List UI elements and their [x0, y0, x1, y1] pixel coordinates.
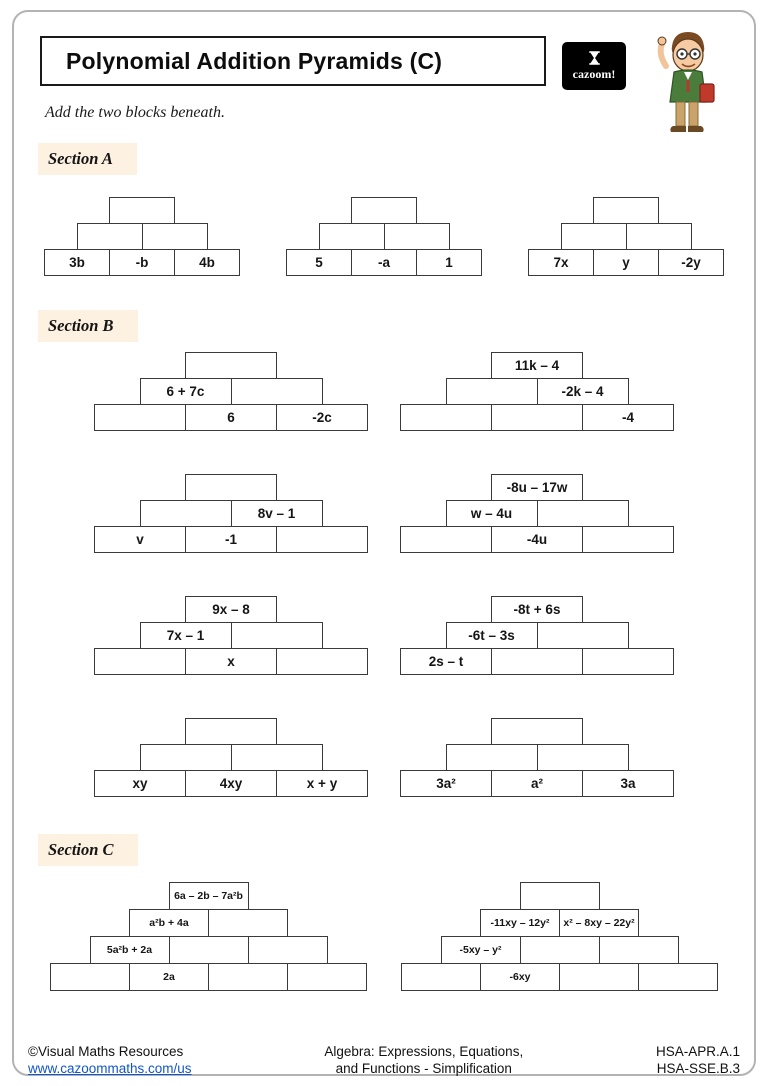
pyramid-cell-empty — [491, 718, 583, 745]
standard-code-2: HSA-SSE.B.3 — [656, 1060, 740, 1076]
pyramid-cell-empty — [561, 223, 627, 250]
pyramid-cell: -6t – 3s — [446, 622, 538, 649]
pyramid-row — [528, 197, 724, 224]
pyramid-cell-empty — [599, 936, 679, 964]
pyramid-cell: 9x – 8 — [185, 596, 277, 623]
pyramid-cell-empty — [537, 500, 629, 527]
footer-topic-line2: and Functions - Simplification — [335, 1060, 512, 1076]
pyramid-cell-empty — [77, 223, 143, 250]
pyramid-cell: 3b — [44, 249, 110, 276]
pyramid-cell-empty — [208, 963, 288, 991]
pyramid-cell: 3a² — [400, 770, 492, 797]
pyramid-row — [399, 596, 675, 623]
pyramid-row — [50, 882, 367, 910]
pyramid-row — [93, 352, 369, 379]
pyramid-cell-empty — [231, 744, 323, 771]
pyramid-cell: x² – 8xy – 22y² — [559, 909, 639, 937]
pyramid-row — [528, 223, 724, 250]
pyramid-cell: 2a — [129, 963, 209, 991]
pyramid-row — [399, 770, 675, 797]
pyramid-cell-empty — [94, 648, 186, 675]
pyramid-row — [399, 352, 675, 379]
pyramid-row — [93, 378, 369, 405]
pyramid-cell: 4b — [174, 249, 240, 276]
footer-topic — [324, 1044, 523, 1078]
pyramid-cell: y — [593, 249, 659, 276]
teacher-cartoon-illustration — [648, 28, 724, 138]
pyramid-cell-empty — [140, 744, 232, 771]
pyramid-cell: -8u – 17w — [491, 474, 583, 501]
pyramid-cell: -4 — [582, 404, 674, 431]
pyramid-row — [93, 526, 369, 553]
pyramid-cell: 5a²b + 2a — [90, 936, 170, 964]
pyramid-cell: -8t + 6s — [491, 596, 583, 623]
pyramid-cell: -b — [109, 249, 175, 276]
pyramid-cell-empty — [276, 648, 368, 675]
worksheet-title-box — [40, 36, 546, 86]
pyramid-row — [399, 622, 675, 649]
cazoom-website-link[interactable]: www.cazoommaths.com/us — [28, 1060, 192, 1076]
pyramid-cell-empty — [559, 963, 639, 991]
pyramid-row — [93, 770, 369, 797]
pyramid-cell-empty — [400, 526, 492, 553]
pyramid-cell: 2s – t — [400, 648, 492, 675]
pyramid — [93, 474, 369, 553]
pyramid-cell-empty — [491, 648, 583, 675]
pyramid-cell: 7x — [528, 249, 594, 276]
pyramid-cell: a²b + 4a — [129, 909, 209, 937]
pyramid-row — [399, 718, 675, 745]
standard-code-1: HSA-APR.A.1 — [655, 1044, 740, 1059]
pyramid — [401, 882, 718, 991]
pyramid-cell: -11xy – 12y² — [480, 909, 560, 937]
pyramid-cell-empty — [520, 936, 600, 964]
teacher-cartoon — [648, 28, 724, 138]
pyramid-row — [401, 909, 718, 937]
pyramid-cell-empty — [185, 718, 277, 745]
pyramid-cell-empty — [109, 197, 175, 224]
pyramid-row — [399, 744, 675, 771]
footer-standards — [656, 1044, 740, 1078]
pyramid-row — [93, 622, 369, 649]
footer-left — [28, 1044, 192, 1078]
pyramid-row — [399, 500, 675, 527]
cazoom-logo — [562, 42, 626, 90]
pyramid-cell-empty — [208, 909, 288, 937]
pyramid-cell: 6 + 7c — [140, 378, 232, 405]
pyramid-row — [93, 500, 369, 527]
pyramid-row — [399, 378, 675, 405]
pyramid-cell-empty — [169, 936, 249, 964]
pyramid-cell: -4u — [491, 526, 583, 553]
pyramid-row — [401, 882, 718, 910]
pyramid-cell: 6a – 2b – 7a²b — [169, 882, 249, 910]
pyramid-cell-empty — [520, 882, 600, 910]
section-a-label: Section A — [38, 143, 137, 175]
pyramid-row — [50, 909, 367, 937]
pyramid-cell: -2y — [658, 249, 724, 276]
pyramid-row — [286, 249, 482, 276]
pyramid-cell: x + y — [276, 770, 368, 797]
pyramid-row — [44, 197, 240, 224]
pyramid — [93, 718, 369, 797]
pyramid-row — [399, 526, 675, 553]
pyramid-cell: a² — [491, 770, 583, 797]
pyramid — [399, 596, 675, 675]
pyramid-cell-empty — [400, 404, 492, 431]
pyramid — [93, 352, 369, 431]
pyramid-row — [401, 963, 718, 991]
pyramid-cell: -6xy — [480, 963, 560, 991]
pyramid — [399, 474, 675, 553]
pyramid-row — [93, 718, 369, 745]
worksheet-instruction: Add the two blocks beneath. — [45, 104, 225, 121]
pyramid-cell-empty — [142, 223, 208, 250]
pyramid-row — [399, 404, 675, 431]
pyramid — [286, 197, 482, 276]
pyramid — [50, 882, 367, 991]
pyramid-row — [93, 404, 369, 431]
pyramid-cell-empty — [446, 744, 538, 771]
pyramid-cell: -a — [351, 249, 417, 276]
pyramid — [399, 352, 675, 431]
section-c-pyramids — [50, 882, 718, 991]
page-title: Polynomial Addition Pyramids (C) — [66, 47, 443, 74]
pyramid-cell: 3a — [582, 770, 674, 797]
pyramid — [44, 197, 240, 276]
cazoom-logo-text: cazoom! — [572, 67, 616, 81]
pyramid-cell-empty — [537, 744, 629, 771]
pyramid-cell: w – 4u — [446, 500, 538, 527]
pyramid-row — [44, 249, 240, 276]
pyramid-cell: 1 — [416, 249, 482, 276]
pyramid-row — [286, 223, 482, 250]
pyramid-row — [93, 474, 369, 501]
pyramid-cell-empty — [626, 223, 692, 250]
cazoom-hourglass-icon — [587, 50, 602, 66]
section-b-label: Section B — [38, 310, 138, 342]
pyramid-row — [50, 963, 367, 991]
pyramid-cell: v — [94, 526, 186, 553]
pyramid-cell: x — [185, 648, 277, 675]
pyramid-cell-empty — [593, 197, 659, 224]
pyramid-cell-empty — [351, 197, 417, 224]
pyramid-cell: 6 — [185, 404, 277, 431]
pyramid-row — [286, 197, 482, 224]
pyramid-row — [399, 474, 675, 501]
pyramid-cell-empty — [94, 404, 186, 431]
pyramid-cell-empty — [582, 648, 674, 675]
pyramid — [93, 596, 369, 675]
section-a-pyramids — [44, 197, 724, 276]
pyramid-cell: 4xy — [185, 770, 277, 797]
pyramid-cell-empty — [50, 963, 130, 991]
pyramid-cell-empty — [537, 622, 629, 649]
pyramid-row — [93, 744, 369, 771]
pyramid-cell: 5 — [286, 249, 352, 276]
copyright-text: ©Visual Maths Resources — [28, 1044, 184, 1059]
pyramid-cell: xy — [94, 770, 186, 797]
pyramid-cell-empty — [185, 474, 277, 501]
pyramid-cell-empty — [384, 223, 450, 250]
pyramid-cell-empty — [638, 963, 718, 991]
pyramid-row — [399, 648, 675, 675]
pyramid-cell-empty — [582, 526, 674, 553]
pyramid-cell: 7x – 1 — [140, 622, 232, 649]
section-c-label: Section C — [38, 834, 138, 866]
pyramid-cell: -2k – 4 — [537, 378, 629, 405]
pyramid-cell: -5xy – y² — [441, 936, 521, 964]
pyramid-cell-empty — [276, 526, 368, 553]
pyramid-row — [50, 936, 367, 964]
pyramid-cell-empty — [446, 378, 538, 405]
pyramid — [399, 718, 675, 797]
pyramid-cell-empty — [231, 622, 323, 649]
pyramid-cell: 11k – 4 — [491, 352, 583, 379]
pyramid-row — [528, 249, 724, 276]
pyramid-cell-empty — [248, 936, 328, 964]
pyramid — [528, 197, 724, 276]
pyramid-cell-empty — [287, 963, 367, 991]
pyramid-row — [401, 936, 718, 964]
pyramid-row — [93, 648, 369, 675]
pyramid-cell-empty — [319, 223, 385, 250]
pyramid-cell: 8v – 1 — [231, 500, 323, 527]
footer-topic-line1: Algebra: Expressions, Equations, — [324, 1044, 524, 1059]
pyramid-row — [44, 223, 240, 250]
pyramid-cell: -1 — [185, 526, 277, 553]
pyramid-cell-empty — [185, 352, 277, 379]
pyramid-cell-empty — [491, 404, 583, 431]
pyramid-cell-empty — [140, 500, 232, 527]
pyramid-cell: -2c — [276, 404, 368, 431]
section-b-pyramids — [93, 352, 675, 797]
pyramid-row — [93, 596, 369, 623]
pyramid-cell-empty — [401, 963, 481, 991]
footer — [28, 1044, 740, 1078]
pyramid-cell-empty — [231, 378, 323, 405]
